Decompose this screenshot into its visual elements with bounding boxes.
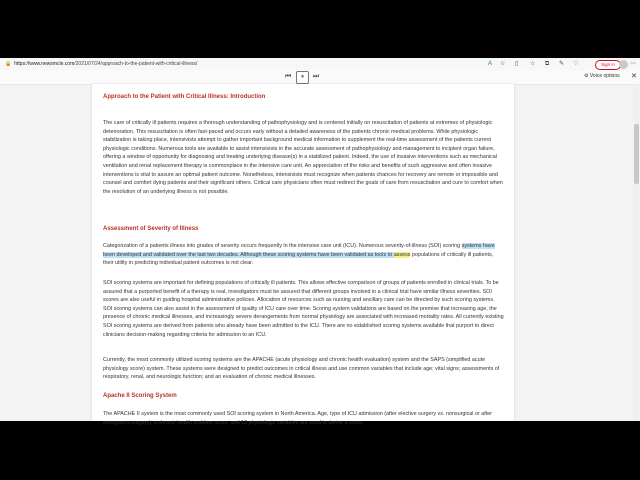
extensions-icon[interactable]: ✎ xyxy=(559,61,565,67)
article-title: Approach to the Patient with Critical Illness: Introduction xyxy=(103,94,266,100)
apache-paragraph: The APACHE II system is the most commonly used SOI scoring system in North America. Age, type of ICU admission (after elective surgery vs. nonsurgical or after emergency surgery), a chronic health problem score, and 12 physiologic variables are used to derive a score. xyxy=(103,411,493,426)
voice-options-button[interactable] xyxy=(584,71,620,82)
lock-icon[interactable]: 🔒 xyxy=(5,61,12,67)
url-path: /2021/07/24/approach-to-the-patient-with-critical-illness/ xyxy=(74,61,198,67)
voice-options-icon: ⚙ xyxy=(584,73,590,79)
severity-paragraph-2: SOI scoring systems are important for defining populations of critically ill patients. This allows effective comparison of groups of patients enrolled in clinical trials. To be assured that a purported benefit of a therapy is real, investigators must be assured that different groups involved in a clinical trial have similar illness severities. SOI scores are also useful in guiding hospital administrative policies. Allocation of resources such as nursing and ancillary care can be directed by such scoring systems. SOI scoring systems can also assist in the assessment of quality of ICU care over time. Scoring system validations are based on the premise that increasing age, the presence of chronic medical illnesses, and increasingly severe derangements from normal physiology are associated with increased mortality rates. All currently existing SOI scoring systems are derived from patients who already have been admitted to the ICU. There are no established scoring systems available that purport to direct clinicians decision-making regarding criteria for admission to an ICU. xyxy=(103,280,504,338)
previous-paragraph-icon[interactable]: ⏮ xyxy=(284,73,292,80)
intro-paragraph: The care of critically ill patients requires a thorough understanding of pathophysiology and is centered initially on resuscitation of patients at extremes of physiologic deterioration. This resuscitation is often fast-paced and occurs early without a detailed awareness of the patients chronic medical problems. While physiologic stabilization is taking place, intensivists attempt to gather important background medical information to supplement the real-time assessment of the patients current physiologic conditions. Numerous tools are available to assist intensivists in the accurate assessment of pathophysiology and management to incipient organ failure, offering a window of opportunity for diagnosing and treating underlying disease(s) in a stabilized patient. Indeed, the use of invasive interventions such as mechanical ventilation and renal replacement therapy is commonplace in the intensive care unit. An appreciation of the risks and benefits of such aggressive and often invasive interventions is vital to assure an optimal patient outcome. Nonetheless, intensivists must recognize when patients chances for recovery are remote or impossible and counsel and comfort dying patients and their significant others. Critical care physicians often must redirect the goals of care from resuscitation and cure to comfort when the resolution of an underlying illness is not possible. xyxy=(103,120,503,195)
severity-heading: Assessment of Severity of Illness xyxy=(103,226,199,232)
split-screen-icon[interactable]: ▯ xyxy=(515,61,519,67)
read-aloud-icon[interactable]: A xyxy=(488,61,493,67)
pause-icon[interactable]: ⏸ xyxy=(296,71,309,84)
url-text[interactable] xyxy=(5,59,197,69)
read-aloud-toolbar xyxy=(0,70,640,85)
severity-p1-text: Categorization of a patients illness into grades of severity occurs frequently in the intensive care unit (ICU). Numerous severity-of-illness (SOI) scoring xyxy=(103,243,462,249)
scrollbar-thumb[interactable] xyxy=(634,124,639,184)
read-aloud-highlight: systems have been developed and validated over the last two decades. Although these scoring systems have been validated as tools to xyxy=(103,243,495,258)
voice-options-label: Voice options xyxy=(589,73,620,79)
apache-heading: Apache II Scoring System xyxy=(103,393,177,399)
profile-heart-icon[interactable]: ♡ xyxy=(573,61,579,67)
avatar[interactable] xyxy=(619,60,628,69)
more-menu-icon[interactable]: ⋯ xyxy=(630,61,636,67)
severity-paragraph-1 xyxy=(103,242,505,268)
browser-window xyxy=(0,58,640,426)
next-paragraph-icon[interactable]: ⏭ xyxy=(312,73,320,80)
favorites-icon[interactable]: ☆ xyxy=(530,61,536,67)
favorite-star-icon[interactable]: ☆ xyxy=(500,61,506,67)
severity-paragraph-3: Currently, the most commonly utilized scoring systems are the APACHE (acute physiology and chronic health evaluation) system and the SAPS (simplified acute physiology score) system. These systems were designed to predict outcomes in critical illness and use common variables that include age; vital signs; assessments of respiratory, renal, and neurologic function; and an evaluation of chronic medical illnesses. xyxy=(103,357,500,381)
sign-in-button[interactable]: Sign in xyxy=(595,60,621,70)
current-word-highlight: assess xyxy=(393,251,411,258)
url-host: https://www.newsmcle.com xyxy=(14,61,75,67)
collections-icon[interactable]: ⧉ xyxy=(545,61,550,67)
page-scrollbar[interactable] xyxy=(634,84,639,421)
close-icon[interactable]: ✕ xyxy=(631,73,637,80)
article-page xyxy=(92,84,514,426)
severity-p1-end: populations of critically ill patients, their utility in predicting individual patient outcomes is not clear. xyxy=(103,251,494,267)
